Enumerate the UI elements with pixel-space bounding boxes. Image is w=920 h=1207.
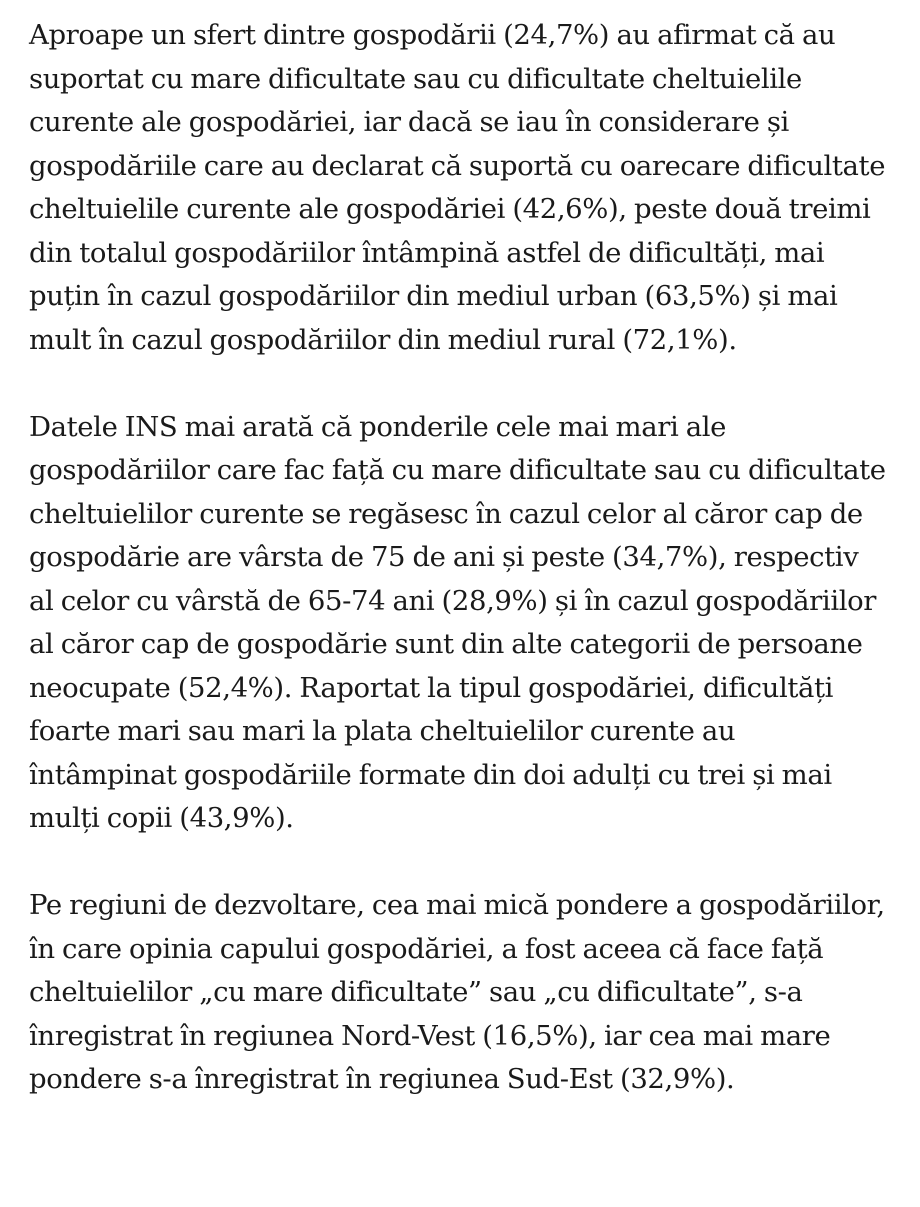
paragraph-development-regions: Pe regiuni de dezvoltare, cea mai mică pondere a gospodăriilor, în care opinia capului gospodăriei, a fost aceea că face față cheltuielilor „cu mare dificultate” sau „cu dificultate”, s-a înregistrat în regiunea Nord-Vest (16,5%), iar cea mai mare pondere s-a înregistrat în regiunea Sud-Est (32,9%). <box>29 889 885 1095</box>
paragraph-ins-data: Datele INS mai arată că ponderile cele mai mari ale gospodăriilor care fac față cu mare dificultate sau cu dificultate cheltuielilor curente se regăsesc în cazul celor al căror cap de gospodărie are vârsta de 75 de ani și peste (34,7%), respectiv al celor cu vârstă de 65-74 ani (28,9%) și în cazul gospodăriilor al căror cap de gospodărie sunt din alte categorii de persoane neocupate (52,4%). Raportat la tipul gospodăriei, dificultăți foarte mari sau mari la plata cheltuielilor curente au întâmpinat gospodăriile formate din doi adulți cu trei și mai mulți copii (43,9%). <box>29 410 886 834</box>
paragraph-household-difficulty: Aproape un sfert dintre gospodării (24,7%) au afirmat că au suportat cu mare dificultate sau cu dificultate cheltuielile curente ale gospodăriei, iar dacă se iau în considerare și gospodăriile care au declarat că suportă cu oarecare dificultate cheltuielile curente ale gospodăriei (42,6%), peste două treimi din totalul gospodăriilor întâmpină astfel de dificultăți, mai puțin în cazul gospodăriilor din mediul urban (63,5%) și mai mult în cazul gospodăriilor din mediul rural (72,1%). <box>29 19 886 356</box>
